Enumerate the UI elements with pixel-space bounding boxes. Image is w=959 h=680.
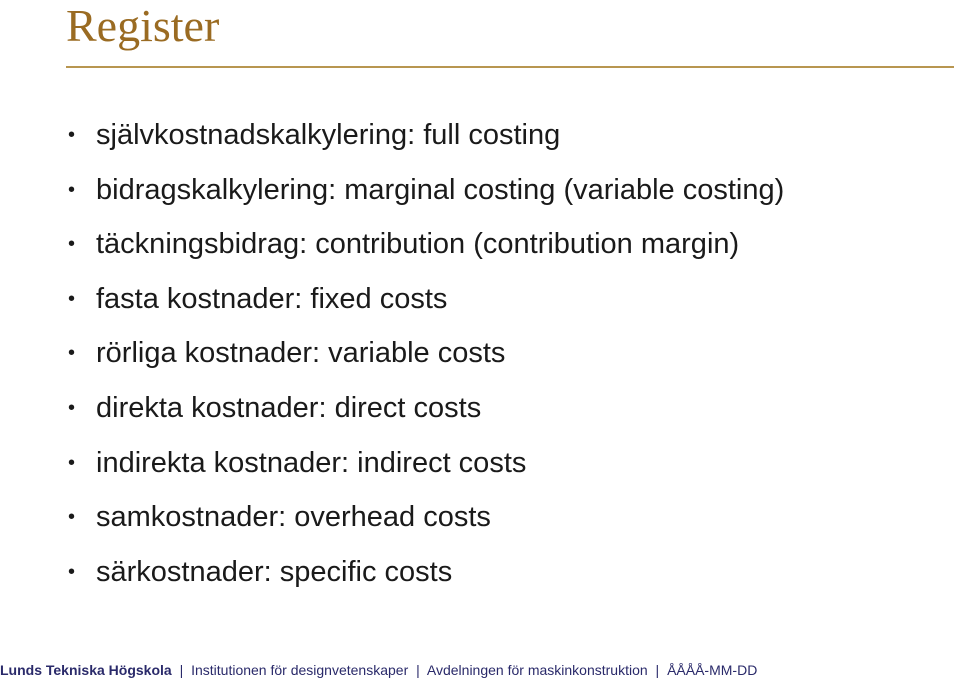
footer-separator: | bbox=[416, 662, 420, 678]
slide-footer bbox=[0, 660, 959, 680]
list-item bbox=[68, 490, 784, 545]
list-item bbox=[68, 381, 784, 436]
bullet-icon: • bbox=[68, 178, 76, 201]
bullet-text: särkostnader: specific costs bbox=[96, 555, 453, 588]
list-item bbox=[68, 163, 784, 218]
bullet-text: samkostnader: overhead costs bbox=[96, 501, 491, 534]
bullet-icon: • bbox=[68, 451, 76, 474]
list-item bbox=[68, 272, 784, 327]
slide-title: Register bbox=[66, 0, 220, 51]
bullet-icon: • bbox=[68, 506, 76, 529]
bullet-text: indirekta kostnader: indirect costs bbox=[96, 446, 527, 479]
list-item bbox=[68, 436, 784, 491]
bullet-icon: • bbox=[68, 287, 76, 310]
footer-separator: | bbox=[655, 662, 660, 678]
footer-separator: | bbox=[179, 662, 184, 678]
bullet-text: bidragskalkylering: marginal costing (variable costing) bbox=[96, 173, 785, 206]
list-item bbox=[68, 108, 784, 163]
bullet-icon: • bbox=[68, 396, 76, 419]
list-item bbox=[68, 545, 784, 600]
bullet-text: direkta kostnader: direct costs bbox=[96, 391, 482, 424]
list-item bbox=[68, 217, 784, 272]
bullet-list bbox=[68, 108, 784, 599]
bullet-icon: • bbox=[68, 233, 76, 256]
bullet-text: fasta kostnader: fixed costs bbox=[96, 282, 448, 315]
bullet-icon: • bbox=[68, 124, 76, 146]
bullet-icon: • bbox=[68, 342, 76, 365]
footer-organization: Lunds Tekniska Högskola bbox=[0, 662, 172, 678]
footer-division: Avdelningen för maskinkonstruktion bbox=[426, 662, 648, 678]
bullet-text: täckningsbidrag: contribution (contribution margin) bbox=[96, 228, 740, 261]
list-item bbox=[68, 326, 784, 381]
bullet-text: självkostnadskalkylering: full costing bbox=[96, 119, 561, 151]
footer-date: ÅÅÅÅ-MM-DD bbox=[667, 662, 758, 678]
footer-department: Institutionen för designvetenskaper bbox=[191, 662, 409, 678]
title-divider bbox=[66, 66, 954, 68]
bullet-text: rörliga kostnader: variable costs bbox=[96, 337, 506, 370]
bullet-icon: • bbox=[68, 560, 76, 583]
